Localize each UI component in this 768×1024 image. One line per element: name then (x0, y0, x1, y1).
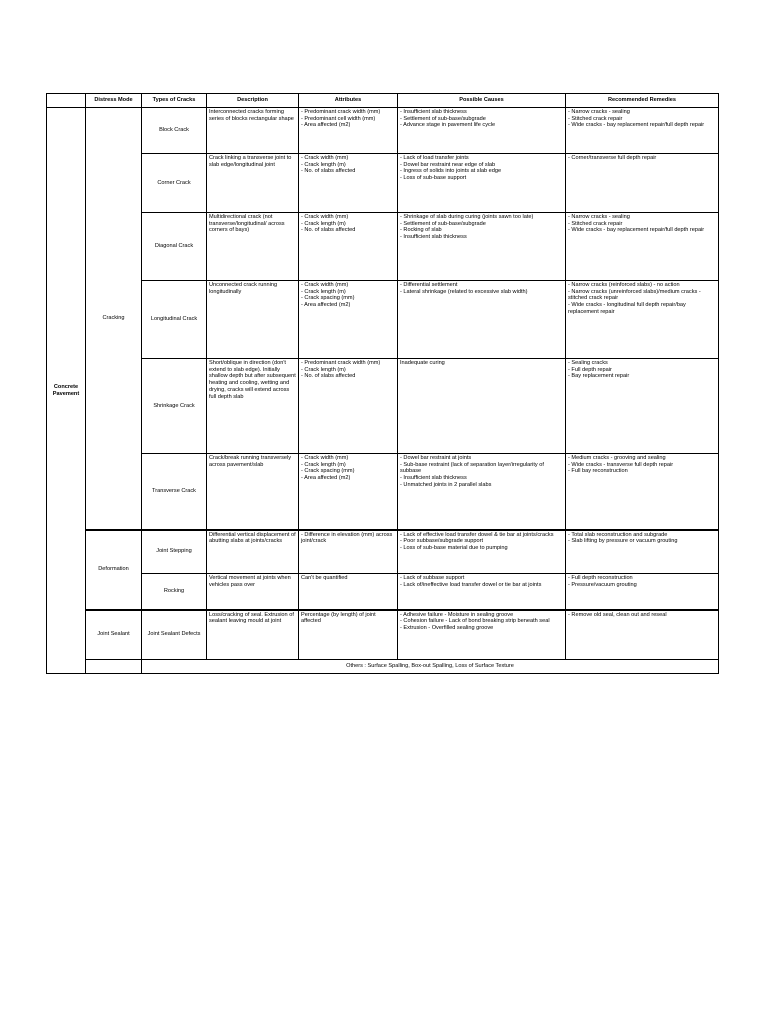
cell-line: - Area affected (m2) (301, 122, 351, 129)
cell-line: - Narrow cracks - sealing (568, 214, 630, 220)
cell-line: Inadequate curing (400, 360, 445, 366)
description (207, 359, 299, 454)
cell-line: Can't be quantified (301, 575, 348, 581)
cell-line: - Ingress of solids into joints at slab edge (400, 168, 502, 175)
table-row (47, 574, 719, 610)
causes (398, 281, 566, 359)
attributes (299, 359, 398, 454)
cell-line: - Insufficient slab thickness (400, 234, 467, 241)
description-text: Unconnected crack running longitudinally (209, 282, 278, 295)
remedies (566, 213, 719, 281)
cell-line: - Crack length (m) (301, 161, 346, 168)
cell-line: - Differential settlement (400, 282, 458, 288)
causes (398, 213, 566, 281)
cell-line: - Full depth reconstruction (568, 575, 633, 581)
table-row (47, 154, 719, 213)
cell-line: - Full depth repair (568, 366, 612, 373)
cell-line: - Wide cracks - transverse full depth repair (568, 461, 674, 468)
table-row (47, 108, 719, 154)
attributes (299, 610, 398, 660)
attributes (299, 154, 398, 213)
cell-line: - Sealing cracks (568, 360, 608, 366)
cell-line: - Bay replacement repair (568, 373, 630, 380)
description-text: Differential vertical displacement of abutting slabs at joints/cracks (209, 531, 296, 545)
cell-line: - Stitched crack repair (568, 220, 623, 227)
cell-line: - No. of slabs affected (301, 168, 356, 175)
cell-line: - Poor subbase/subgrade support (400, 538, 484, 545)
description (207, 574, 299, 610)
cell-line: - Wide cracks - longitudinal full depth repair/bay replacement repair (568, 302, 686, 315)
cell-line: - Lack of/ineffective load transfer dowel or tie bar at joints (400, 581, 542, 588)
cell-line: - Dowel bar restraint near edge of slab (400, 161, 496, 168)
crack-type: Rocking (142, 574, 207, 610)
cell-line: Percentage (by length) of joint affected (301, 611, 376, 625)
cell-line: - Wide cracks - bay replacement repair/full depth repair (568, 227, 705, 234)
cell-line: - Settlement of sub-base/subgrade (400, 115, 486, 122)
cell-line: - Shrinkage of slab during curing (joints sawn too late) (400, 214, 534, 220)
description (207, 281, 299, 359)
description-text: Crack/break running transversely across pavement/slab (209, 455, 292, 468)
cell-line: - No. of slabs affected (301, 227, 356, 234)
cell-line: - Crack width (mm) (301, 155, 349, 161)
remedies (566, 281, 719, 359)
crack-type: Longitudinal Crack (142, 281, 207, 359)
causes (398, 610, 566, 660)
crack-type: Shrinkage Crack (142, 359, 207, 454)
pavement-type-cell: Concrete Pavement (47, 108, 86, 674)
causes (398, 530, 566, 574)
cell-line: - Lack of load transfer joints (400, 155, 469, 161)
cell-line: - Loss of sub-base material due to pumping (400, 544, 508, 551)
cell-line: - Total slab reconstruction and subgrade (568, 531, 668, 538)
cell-line: - Narrow cracks (unreinforced slabs)/medium cracks - stitched crack repair (568, 288, 701, 302)
cell-line: - Rocking of slab (400, 227, 442, 234)
header-row (47, 94, 719, 108)
cell-line: - Unmatched joints in 2 parallel slabs (400, 481, 492, 488)
crack-type: Block Crack (142, 108, 207, 154)
causes (398, 108, 566, 154)
causes (398, 574, 566, 610)
remedies (566, 454, 719, 530)
table-row (47, 530, 719, 574)
cell-line: - Pressure/vacuum grouting (568, 581, 637, 588)
header-attributes: Attributes (299, 94, 398, 108)
causes (398, 454, 566, 530)
cell-line: - Crack width (mm) (301, 455, 349, 461)
description-text: Short/oblique in direction (don't extend to slab edge). Initially shallow depth but after subsequent heating and cooling, wetting and drying, cracks will extend across full depth slab (209, 360, 296, 400)
cell-line: - Settlement of sub-base/subgrade (400, 220, 486, 227)
remedies (566, 359, 719, 454)
description (207, 454, 299, 530)
description (207, 108, 299, 154)
attributes (299, 108, 398, 154)
cell-line: - Adhesive failure - Moisture in sealing groove (400, 611, 514, 618)
description (207, 213, 299, 281)
attributes (299, 213, 398, 281)
mode-joint-sealant: Joint Sealant (86, 610, 142, 660)
table-row (47, 454, 719, 530)
crack-type: Joint Sealant Defects (142, 610, 207, 660)
cell-line: - Crack spacing (mm) (301, 295, 355, 302)
causes (398, 154, 566, 213)
cell-line: - Crack length (m) (301, 461, 346, 468)
remedies (566, 574, 719, 610)
others-mode-blank (86, 660, 142, 674)
cell-line: - Predominant crack width (mm) (301, 360, 381, 366)
cell-line: - Area affected (m2) (301, 302, 351, 309)
description-text: Crack linking a transverse joint to slab edge/longitudinal joint (209, 155, 292, 168)
description-text: Vertical movement at joints when vehicles pass over (209, 575, 291, 588)
others-row (47, 660, 719, 674)
cell-line: - Difference in elevation (mm) across joint/crack (301, 531, 393, 545)
cell-line: - Dowel bar restraint at joints (400, 455, 472, 461)
cell-line: - Narrow cracks (reinforced slabs) - no action (568, 282, 680, 288)
table-row (47, 610, 719, 660)
description (207, 610, 299, 660)
cell-line: - Sub-base restraint (lack of separation layer/irregularity of subbase (400, 461, 544, 475)
mode-deformation: Deformation (86, 530, 142, 610)
attributes (299, 454, 398, 530)
cell-line: - Lateral shrinkage (related to excessive slab width) (400, 288, 528, 295)
remedies (566, 530, 719, 574)
remedies (566, 108, 719, 154)
header-types-of-cracks: Types of Cracks (142, 94, 207, 108)
description-text: Interconnected cracks forming series of blocks rectangular shape (209, 109, 294, 122)
table-row (47, 213, 719, 281)
cell-line: - Crack width (mm) (301, 214, 349, 220)
cell-line: - Crack length (m) (301, 366, 346, 373)
cell-line: - Lack of effective load transfer dowel & tie bar at joints/cracks (400, 531, 554, 538)
cell-line: - Stitched crack repair (568, 115, 623, 122)
crack-type: Diagonal Crack (142, 213, 207, 281)
causes (398, 359, 566, 454)
cell-line: - Extrusion - Overfilled sealing groove (400, 624, 494, 631)
description-text: Loss/cracking of seal. Extrusion of sealant leaving mould at joint (209, 611, 294, 625)
cell-line: - Slab lifting by pressure or vacuum grouting (568, 538, 678, 545)
crack-type: Joint Stepping (142, 530, 207, 574)
remedies (566, 610, 719, 660)
cell-line: - Lack of subbase support (400, 575, 465, 581)
cell-line: - Loss of sub-base support (400, 175, 467, 182)
header-recommended-remedies: Recommended Remedies (566, 94, 719, 108)
distress-table (46, 93, 719, 674)
cell-line: - Narrow cracks - sealing (568, 109, 630, 115)
cell-line: - Crack length (m) (301, 220, 346, 227)
cell-line: - Predominant cell width (mm) (301, 115, 376, 122)
others-text: Others : Surface Spalling, Box-out Spalling, Loss of Surface Texture (142, 660, 719, 674)
cell-line: - Wide cracks - bay replacement repair/full depth repair (568, 122, 705, 129)
cell-line: - Advance stage in pavement life cycle (400, 122, 496, 129)
table-row (47, 281, 719, 359)
crack-type: Transverse Crack (142, 454, 207, 530)
table-row (47, 359, 719, 454)
cell-line: - Crack spacing (mm) (301, 468, 355, 475)
cell-line: - Crack length (m) (301, 288, 346, 295)
cell-line: - Remove old seal, clean out and reseal (568, 611, 667, 618)
cell-line: - Predominant crack width (mm) (301, 109, 381, 115)
cell-line: - Insufficient slab thickness (400, 109, 467, 115)
cell-line: - Corner/transverse full depth repair (568, 155, 657, 161)
attributes (299, 281, 398, 359)
header-possible-causes: Possible Causes (398, 94, 566, 108)
cell-line: - No. of slabs affected (301, 373, 356, 380)
description-text: Multidirectional crack (not transverse/longitudinal/ across corners of bays) (209, 214, 285, 234)
cell-line: - Medium cracks - grooving and sealing (568, 455, 666, 461)
crack-type: Corner Crack (142, 154, 207, 213)
description (207, 154, 299, 213)
remedies (566, 154, 719, 213)
attributes (299, 574, 398, 610)
attributes (299, 530, 398, 574)
description (207, 530, 299, 574)
cell-line: - Full bay reconstruction (568, 468, 628, 475)
header-blank (47, 94, 86, 108)
header-distress-mode: Distress Mode (86, 94, 142, 108)
header-description: Description (207, 94, 299, 108)
mode-cracking: Cracking (86, 108, 142, 530)
cell-line: - Cohesion failure - Lack of bond breaking strip beneath seal (400, 618, 550, 625)
cell-line: - Insufficient slab thickness (400, 475, 467, 482)
cell-line: - Crack width (mm) (301, 282, 349, 288)
cell-line: - Area affected (m2) (301, 475, 351, 482)
